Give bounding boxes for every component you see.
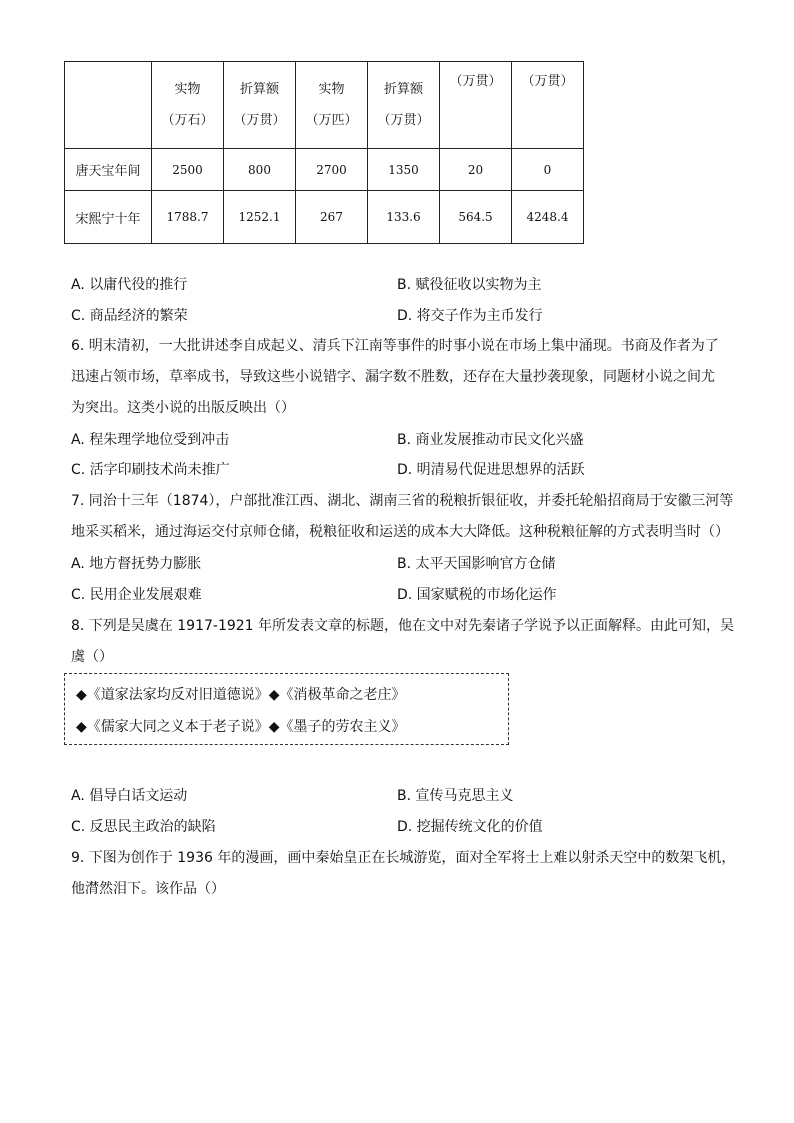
table-cell: 267 [296,191,368,244]
q6-option-c: C. 活字印刷技术尚未推广 [71,462,230,478]
header-cell: 实物 （万匹） [296,62,368,149]
article-titles-line-1: ◆《道家法家均反对旧道德说》◆《消极革命之老庄》 [76,687,406,703]
q6-stem-line-1: 6. 明末清初，一大批讲述李自成起义、清兵下江南等事件的时事小说在市场上集中涌现。书商及作者为了 [71,338,719,354]
table-cell: 564.5 [440,191,512,244]
q6-option-d: D. 明清易代促进思想界的活跃 [397,462,585,478]
q7-stem-line-1: 7. 同治十三年（1874），户部批准江西、湖北、湖南三省的税粮折银征收，并委托轮船招商局于安徽三河等 [71,493,734,509]
q5-option-d: D. 将交子作为主币发行 [397,308,543,324]
table-header-row [65,62,584,149]
tax-table [64,61,584,244]
q8-option-c: C. 反思民主政治的缺陷 [71,819,216,835]
q7-stem-line-2: 地采买稻米，通过海运交付京师仓储，税粮征收和运送的成本大大降低。这种税粮征解的方式表明当时（） [71,524,729,540]
q6-option-a: A. 程朱理学地位受到冲击 [71,432,230,448]
row-label: 宋熙宁十年 [65,191,152,244]
header-cell-empty [65,62,152,149]
q5-option-a: A. 以庸代役的推行 [71,277,188,293]
q5-option-c: C. 商品经济的繁荣 [71,308,188,324]
table-row [65,191,584,244]
table-cell: 1252.1 [224,191,296,244]
q8-stem-line-1: 8. 下列是吴虞在 1917-1921 年所发表文章的标题，他在文中对先秦诸子学说予以正面解释。由此可知，吴 [71,618,735,634]
q7-option-b: B. 太平天国影响官方仓储 [397,556,556,572]
header-cell: 实物 （万石） [152,62,224,149]
q8-option-a: A. 倡导白话文运动 [71,788,188,804]
table-row [65,149,584,191]
table-cell: 1350 [368,149,440,191]
table-cell: 1788.7 [152,191,224,244]
header-cell: 折算额 （万贯） [368,62,440,149]
row-label: 唐天宝年间 [65,149,152,191]
table-cell: 0 [512,149,584,191]
header-cell: （万贯） [512,62,584,149]
q9-stem-line-1: 9. 下图为创作于 1936 年的漫画，画中秦始皇正在长城游览，面对全军将士上难以射杀天空中的数架飞机， [71,850,736,866]
q8-stem-line-2: 虞（） [71,649,113,665]
table-cell: 2700 [296,149,368,191]
article-titles-box [64,673,509,745]
article-titles-line-2: ◆《儒家大同之义本于老子说》◆《墨子的劳农主义》 [76,719,406,735]
table-cell: 2500 [152,149,224,191]
q8-option-d: D. 挖掘传统文化的价值 [397,819,543,835]
header-cell: 折算额 （万贯） [224,62,296,149]
table-cell: 4248.4 [512,191,584,244]
q7-option-d: D. 国家赋税的市场化运作 [397,587,557,603]
q5-option-b: B. 赋役征收以实物为主 [397,277,542,293]
q7-option-c: C. 民用企业发展艰难 [71,587,202,603]
table-cell: 800 [224,149,296,191]
q9-stem-line-2: 他潸然泪下。该作品（） [71,881,225,897]
header-cell: （万贯） [440,62,512,149]
table-cell: 20 [440,149,512,191]
q6-option-b: B. 商业发展推动市民文化兴盛 [397,432,584,448]
table-cell: 133.6 [368,191,440,244]
q8-option-b: B. 宣传马克思主义 [397,788,514,804]
q6-stem-line-2: 迅速占领市场，草率成书，导致这些小说错字、漏字数不胜数，还存在大量抄袭现象，同题材小说之间尤 [71,369,715,385]
q6-stem-line-3: 为突出。这类小说的出版反映出（） [71,400,295,416]
q7-option-a: A. 地方督抚势力膨胀 [71,556,202,572]
